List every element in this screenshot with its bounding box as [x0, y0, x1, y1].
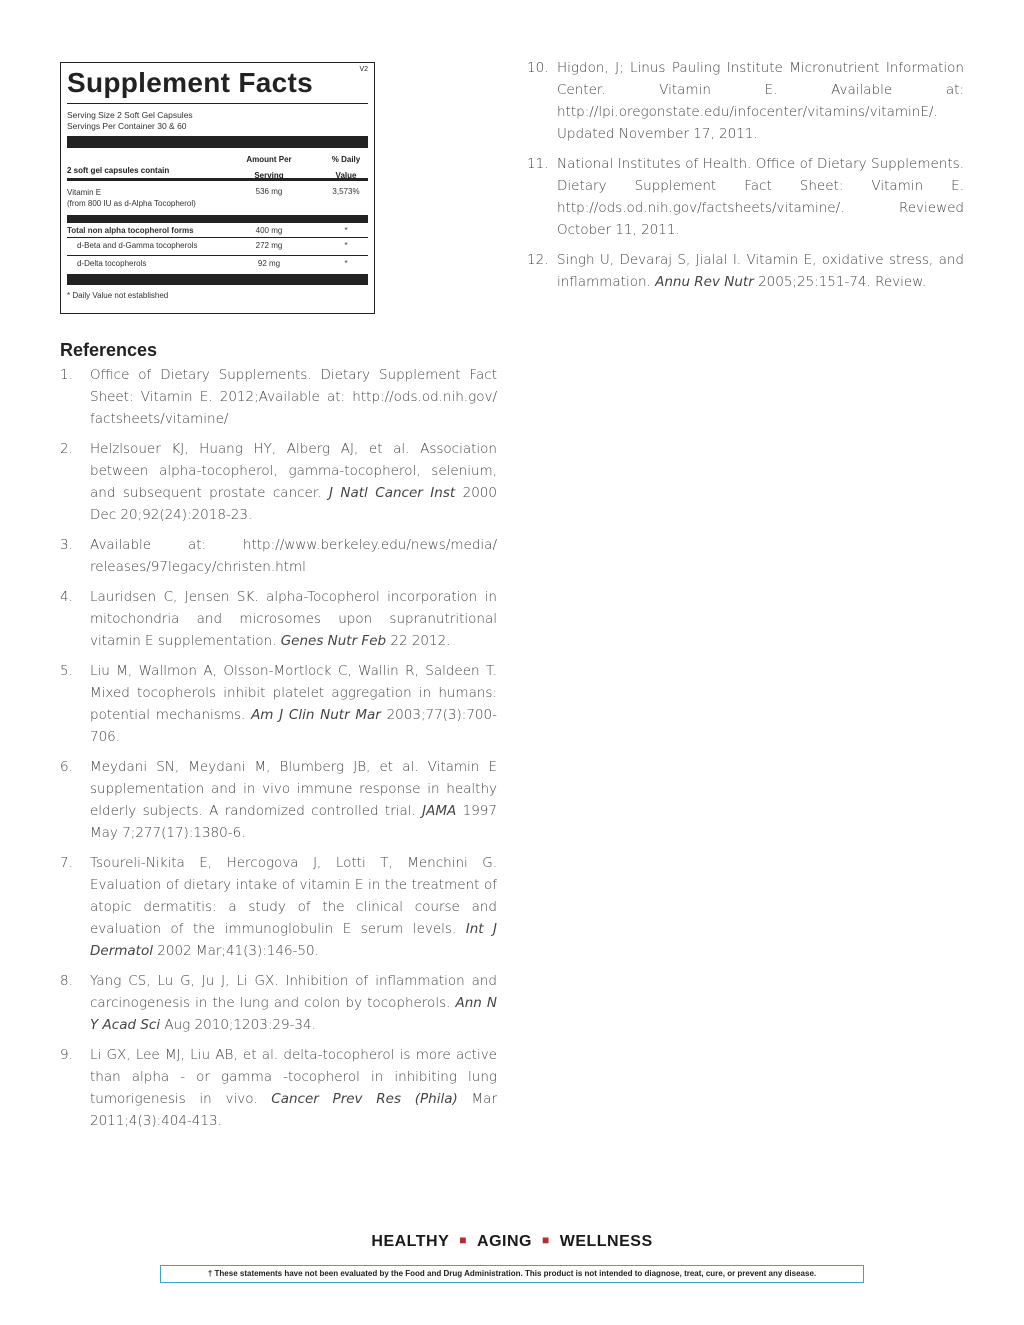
reference-item	[527, 57, 964, 145]
nutrient-dv: *	[344, 259, 348, 268]
reference-text: Meydani SN, Meydani M, Blumberg JB, et al. Vitamin E supplementation and in vivo immune response in healthy elderly subjects. A randomized controlled trial.	[90, 759, 497, 819]
reference-journal: Genes Nutr Feb	[280, 633, 387, 649]
facts-footnote: * Daily Value not established	[67, 291, 169, 300]
supplement-facts-title: Supplement Facts	[67, 67, 313, 98]
reference-number: 6.	[60, 759, 73, 775]
reference-item	[60, 660, 497, 748]
reference-text: Higdon, J; Linus Pauling Institute Micronutrient Information Center. Vitamin E. Available at: http://lpi.oregonstate.edu/infocenter/vitamins/vitaminE/. Updated November 17, 2011.	[557, 60, 964, 142]
reference-journal: Am J Clin Nutr Mar	[251, 707, 381, 723]
reference-number: 2.	[60, 441, 73, 457]
header-dv-line1: % Daily	[331, 155, 361, 164]
reference-citation: 2003;77(3):700-706.	[90, 707, 497, 745]
reference-item	[60, 586, 497, 652]
separator-dot: ■	[459, 1233, 468, 1247]
reference-journal: J Natl Cancer Inst	[328, 485, 456, 501]
facts-row-total	[67, 223, 368, 237]
thick-bar	[67, 274, 368, 285]
references-list-left	[60, 364, 497, 1140]
reference-item	[60, 364, 497, 430]
nutrient-amount: 536 mg	[255, 187, 283, 196]
reference-number: 11.	[527, 156, 549, 172]
divider	[67, 103, 368, 104]
nutrient-amount: 272 mg	[255, 241, 283, 250]
thick-bar	[67, 136, 368, 148]
reference-text: Yang CS, Lu G, Ju J, Li GX. Inhibition of inflammation and carcinogenesis in the lung and colon by tocopherols.	[90, 973, 497, 1011]
reference-citation: Mar 2011;4(3):404-413.	[90, 1091, 498, 1129]
reference-item	[60, 438, 497, 526]
header-daily-value	[321, 152, 371, 184]
reference-text: Liu M, Wallmon A, Olsson-Mortlock C, Wallin R, Saldeen T. Mixed tocopherols inhibit platelet aggregation in humans: potential mechanisms.	[90, 663, 497, 723]
reference-text: Office of Dietary Supplements. Dietary Supplement Fact Sheet: Vitamin E. 2012;Available at: http://ods.od.nih.gov/ factsheets/vitamine/	[90, 367, 497, 427]
reference-text: Available at: http://www.berkeley.edu/news/media/ releases/97legacy/christen.html	[90, 537, 497, 575]
reference-number: 3.	[60, 537, 73, 553]
tagline-wellness: WELLNESS	[559, 1233, 653, 1250]
reference-number: 4.	[60, 589, 73, 605]
vitamin-e-name: Vitamin E	[67, 188, 102, 197]
reference-number: 1.	[60, 367, 73, 383]
reference-item	[60, 534, 497, 578]
reference-item	[527, 249, 964, 293]
reference-item	[60, 756, 497, 844]
header-contains: 2 soft gel capsules contain	[67, 166, 170, 175]
reference-number: 5.	[60, 663, 73, 679]
reference-text: Lauridsen C, Jensen SK. alpha-Tocopherol incorporation in mitochondria and microsomes upon supranutritional vitamin E supplementation.	[90, 589, 497, 649]
fda-disclaimer: † These statements have not been evaluated by the Food and Drug Administration. This product is not intended to diagnose, treat, cure, or prevent any disease.	[160, 1265, 864, 1283]
reference-citation: Aug 2010;1203:29-34.	[160, 1017, 316, 1033]
supplement-facts-panel	[60, 62, 375, 314]
header-amount-line2: Serving	[254, 171, 284, 180]
nutrient-dv: *	[344, 226, 348, 235]
reference-item	[527, 153, 964, 241]
reference-citation: 2000 Dec 20;92(24):2018-23.	[90, 485, 497, 523]
reference-item	[60, 852, 497, 962]
version-label: V2	[359, 66, 368, 73]
reference-text: Singh U, Devaraj S, Jialal I. Vitamin E, oxidative stress, and inflammation.	[557, 252, 964, 290]
facts-row-delta	[67, 255, 368, 273]
references-heading: References	[60, 340, 158, 360]
reference-text: Li GX, Lee MJ, Liu AB, et al. delta-tocopherol is more active than alpha - or gamma -tocopherol in inhibiting lung tumorigenesis in vivo.	[90, 1047, 497, 1107]
reference-text: National Institutes of Health. Office of Dietary Supplements. Dietary Supplement Fact Sheet: Vitamin E. http://ods.od.nih.gov/factsheets/vitamine/. Reviewed October 11, 2011.	[557, 156, 964, 238]
nutrient-name: Total non alpha tocopherol forms	[67, 226, 194, 235]
vitamin-e-source: (from 800 IU as d-Alpha Tocopherol)	[67, 199, 196, 208]
thick-bar	[67, 215, 368, 223]
nutrient-name	[67, 187, 196, 209]
nutrient-dv: 3,573%	[332, 187, 360, 196]
tagline	[0, 1233, 1024, 1251]
facts-header-row	[67, 148, 368, 178]
reference-number: 12.	[527, 252, 549, 268]
reference-journal: JAMA	[422, 803, 457, 819]
nutrient-dv: *	[344, 241, 348, 250]
tagline-healthy: HEALTHY	[371, 1233, 450, 1250]
reference-journal: Annu Rev Nutr	[655, 274, 754, 290]
separator-dot: ■	[541, 1233, 550, 1247]
reference-item	[60, 970, 497, 1036]
servings-per-container: Servings Per Container 30 & 60	[67, 121, 187, 131]
facts-row-beta-gamma	[67, 237, 368, 255]
nutrient-name: d-Beta and d-Gamma tocopherols	[77, 241, 198, 250]
tagline-aging: AGING	[477, 1233, 532, 1250]
references-list-right	[527, 57, 964, 301]
header-dv-line2: Value	[335, 171, 357, 180]
nutrient-amount: 400 mg	[255, 226, 283, 235]
reference-citation: 2005;25:151-74. Review.	[753, 274, 927, 290]
facts-row-vitamin-e	[67, 181, 368, 215]
reference-journal: Int J Dermatol	[90, 921, 497, 959]
serving-size: Serving Size 2 Soft Gel Capsules	[67, 110, 193, 120]
nutrient-name: d-Delta tocopherols	[77, 259, 147, 268]
reference-item	[60, 1044, 497, 1132]
reference-citation: 22 2012.	[386, 633, 451, 649]
reference-journal: Cancer Prev Res (Phila)	[271, 1091, 458, 1107]
reference-citation: 1997 May 7;277(17):1380-6.	[90, 803, 497, 841]
reference-number: 10.	[527, 60, 549, 76]
reference-number: 9.	[60, 1047, 73, 1063]
reference-number: 8.	[60, 973, 73, 989]
serving-info	[67, 110, 368, 132]
reference-text: Tsoureli-Nikita E, Hercogova J, Lotti T, Menchini G. Evaluation of dietary intake of vitamin E in the treatment of atopic dermatitis: a study of the clinical course and evaluation of the immunoglobulin E serum levels.	[90, 855, 497, 937]
reference-text: Helzlsouer KJ, Huang HY, Alberg AJ, et al. Association between alpha-tocopherol, gamma-tocopherol, selenium, and subsequent prostate cancer.	[90, 441, 497, 501]
header-amount-line1: Amount Per	[246, 155, 292, 164]
nutrient-amount: 92 mg	[257, 259, 281, 268]
reference-number: 7.	[60, 855, 73, 871]
header-amount	[237, 152, 301, 184]
reference-citation: 2002 Mar;41(3):146-50.	[152, 943, 319, 959]
reference-journal: Ann N Y Acad Sci	[90, 995, 497, 1033]
